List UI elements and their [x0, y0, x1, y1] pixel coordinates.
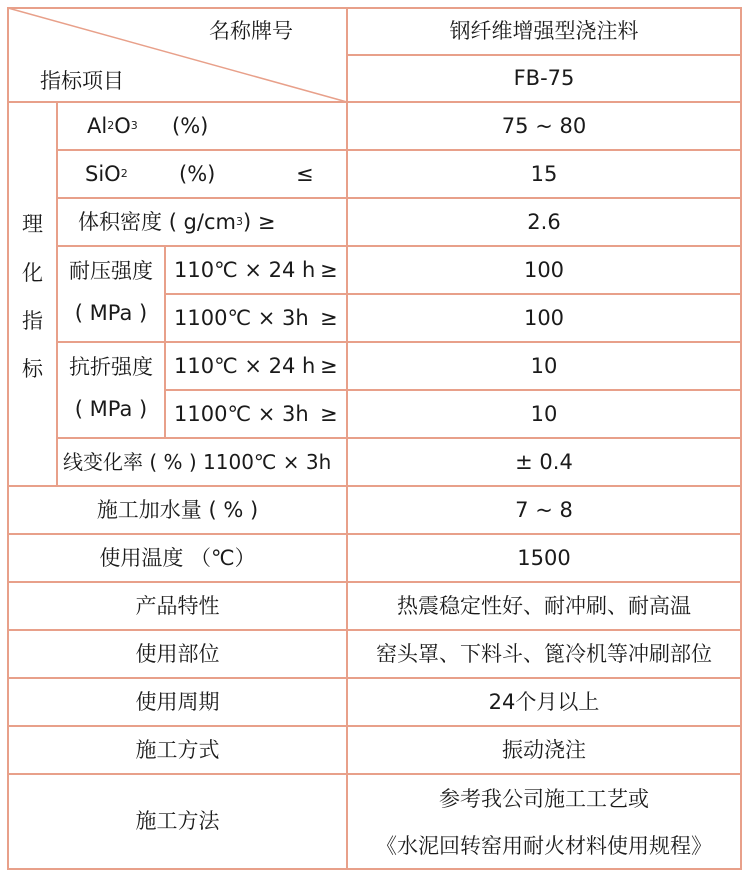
- group-char: 标: [22, 356, 43, 381]
- compressive-label-line1: 耐压强度: [69, 258, 153, 283]
- flexural-value-2: 10: [530, 401, 558, 426]
- construction-method-value-line2: 《水泥回转窑用耐火材料使用规程》: [376, 833, 712, 858]
- product-grade: FB-75: [513, 66, 575, 90]
- flexural-cond-1: 110℃ × 24 h: [174, 353, 316, 378]
- construction-method-label: 施工方法: [135, 809, 220, 833]
- linear-change-label: 线变化率 ( % ) 1100℃ × 3h: [63, 450, 332, 474]
- grid-line: [56, 101, 58, 485]
- compressive-op-2: ≥: [320, 305, 338, 330]
- density-value: 2.6: [527, 209, 561, 234]
- application-area-label: 使用部位: [135, 641, 220, 666]
- compressive-label-line2: ( MPa ): [74, 300, 148, 325]
- density-label: 体积密度 ( g/cm 3 ) ≥: [78, 209, 276, 234]
- group-char: 化: [22, 260, 43, 285]
- linear-change-value: ± 0.4: [515, 449, 573, 474]
- header-name-label: 名称牌号: [209, 18, 293, 43]
- grid-line: [164, 245, 166, 437]
- product-name: 钢纤维增强型浇注料: [449, 19, 639, 43]
- service-life-value: 24个月以上: [488, 689, 600, 714]
- group-char: 指: [22, 308, 43, 333]
- construction-mode-label: 施工方式: [135, 737, 220, 762]
- construction-mode-value: 振动浇注: [502, 737, 586, 762]
- al2o3-value: 75 ~ 80: [501, 113, 587, 138]
- flexural-value-1: 10: [530, 353, 558, 378]
- sio2-value: 15: [530, 161, 558, 186]
- water-addition-value: 7 ~ 8: [515, 497, 573, 522]
- group-char: 理: [22, 211, 43, 236]
- flexural-label-line2: ( MPa ): [74, 396, 148, 421]
- sio2-unit: (%): [179, 161, 216, 186]
- header-index-label: 指标项目: [40, 68, 124, 93]
- water-addition-label: 施工加水量 ( % ): [96, 497, 259, 522]
- service-temperature-label: 使用温度 （℃）: [99, 545, 256, 570]
- flexural-label-line1: 抗折强度: [69, 354, 153, 379]
- construction-method-value-line1: 参考我公司施工工艺或: [439, 786, 649, 811]
- compressive-value-1: 100: [523, 257, 565, 282]
- sio2-label: SiO 2: [85, 161, 128, 186]
- application-area-value: 窑头罩、下料斗、篦冷机等冲刷部位: [376, 641, 712, 666]
- al2o3-unit: (%): [172, 113, 209, 138]
- flexural-op-2: ≥: [320, 401, 338, 426]
- al2o3-label: Al 2 O 3: [87, 113, 138, 138]
- compressive-cond-2: 1100℃ × 3h: [174, 305, 309, 330]
- product-features-label: 产品特性: [135, 593, 220, 618]
- compressive-op-1: ≥: [320, 257, 338, 282]
- service-temperature-value: 1500: [517, 545, 571, 570]
- flexural-op-1: ≥: [320, 353, 338, 378]
- product-features-value: 热震稳定性好、耐冲刷、耐高温: [397, 593, 691, 618]
- sio2-operator: ≤: [296, 161, 314, 186]
- service-life-label: 使用周期: [135, 689, 220, 714]
- compressive-value-2: 100: [523, 305, 565, 330]
- flexural-cond-2: 1100℃ × 3h: [174, 401, 309, 426]
- compressive-cond-1: 110℃ × 24 h: [174, 257, 316, 282]
